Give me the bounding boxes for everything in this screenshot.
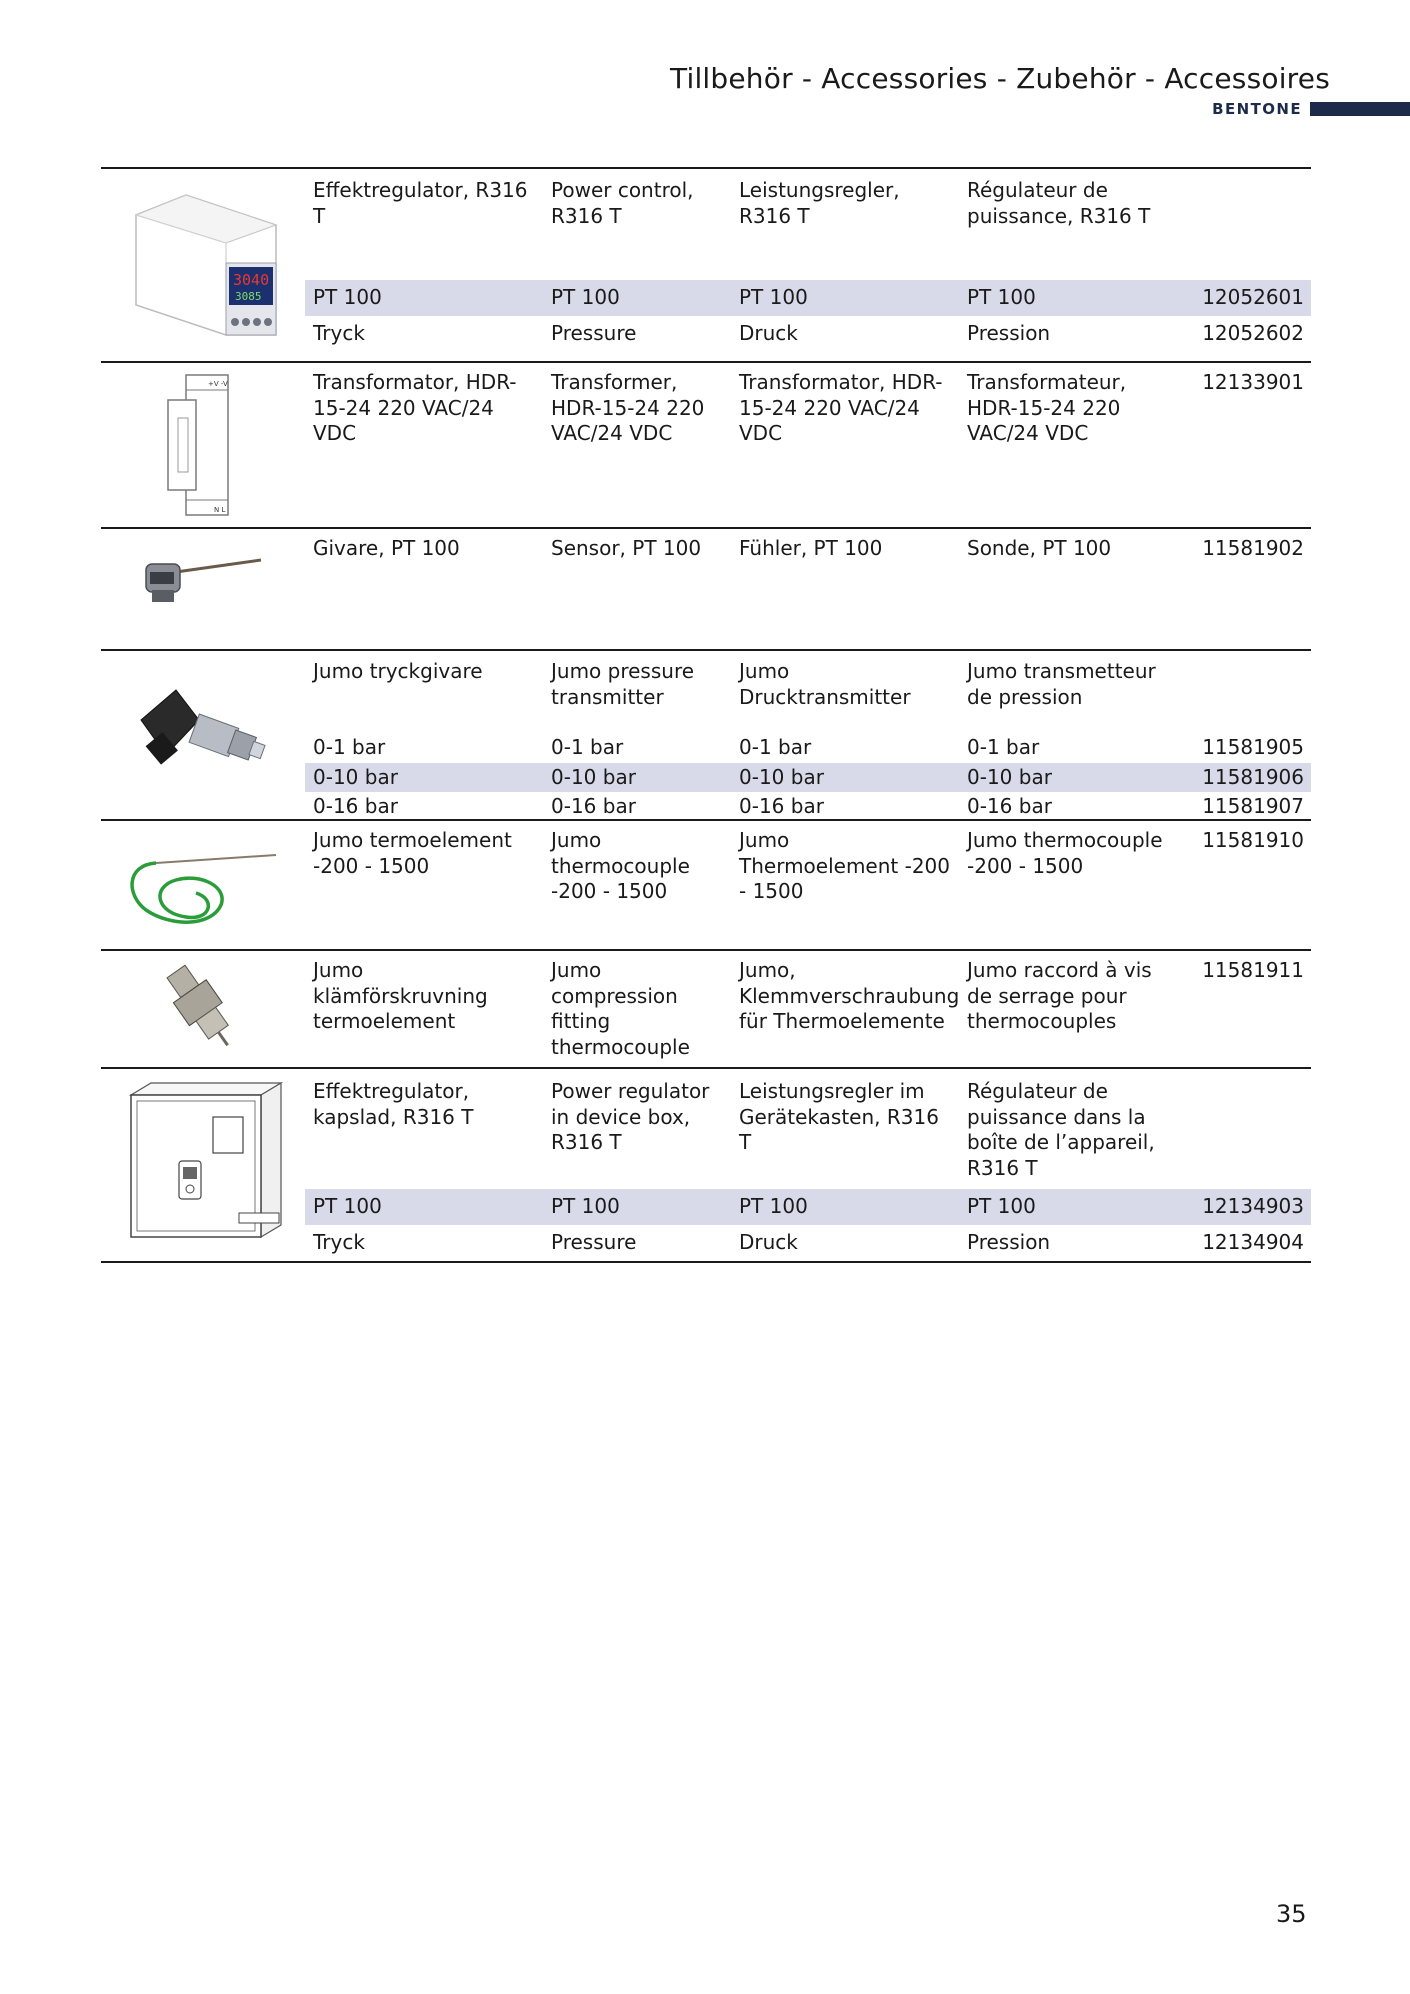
cell-de: Jumo, Klemmverschraubung für Thermoelemente (739, 958, 960, 1033)
cell-de: Transformator, HDR-15-24 220 VAC/24 VDC (739, 370, 943, 445)
cell-de: PT 100 (739, 1194, 808, 1218)
cell-de: Druck (739, 321, 798, 345)
cell-de: 0-10 bar (739, 765, 824, 789)
cell-code: 11581906 (1202, 765, 1304, 789)
product-table (101, 167, 1311, 1263)
cell-de: Leistungsregler, R316 T (739, 178, 900, 228)
table-row (305, 1069, 1311, 1189)
cell-sv: 0-1 bar (313, 735, 386, 759)
cell-code: 12134904 (1202, 1230, 1304, 1254)
cell-sv: Effektregulator, R316 T (313, 178, 528, 228)
product-block-pressure-transmitter (101, 649, 1311, 819)
cell-code (1189, 659, 1311, 734)
cell-en: 0-16 bar (551, 794, 636, 818)
cell-en: Pressure (551, 321, 637, 345)
cell-de: Fühler, PT 100 (739, 536, 883, 560)
cell-sv: Tryck (313, 1230, 365, 1254)
cell-en: Transformer, HDR-15-24 220 VAC/24 VDC (551, 370, 705, 445)
cell-code: 11581907 (1202, 794, 1304, 818)
cell-sv: PT 100 (313, 1194, 382, 1218)
cell-sv: Jumo termoelement -200 - 1500 (313, 828, 512, 878)
product-block-compression-fitting (101, 949, 1311, 1067)
cell-de: Jumo Thermoelement -200 - 1500 (739, 828, 951, 903)
cell-fr: Transformateur, HDR-15-24 220 VAC/24 VDC (967, 370, 1127, 445)
cell-de: 0-1 bar (739, 735, 812, 759)
cell-code: 11581905 (1202, 735, 1304, 759)
cell-sv: 0-10 bar (313, 765, 398, 789)
table-row (305, 821, 1311, 905)
controller-display-line2: 3085 (235, 290, 262, 303)
cell-de: Druck (739, 1230, 798, 1254)
cell-sv: Effektregulator, kapslad, R316 T (313, 1079, 474, 1129)
thermocouple-image (101, 821, 301, 949)
product-block-device-box (101, 1067, 1311, 1263)
cell-sv: Jumo tryckgivare (313, 659, 483, 683)
cell-en: Jumo thermocouple -200 - 1500 (551, 828, 690, 903)
table-row (305, 1225, 1311, 1261)
cell-code (1189, 178, 1311, 280)
controller-unit-image (101, 169, 301, 361)
cell-sv: PT 100 (313, 285, 382, 309)
cell-en: Jumo compression fitting thermocouple (551, 958, 690, 1059)
cell-en: PT 100 (551, 285, 620, 309)
table-row (305, 280, 1311, 316)
cell-code: 11581902 (1202, 536, 1304, 560)
cell-sv: Jumo klämförskruvning termoelement (313, 958, 488, 1033)
compression-fitting-image (101, 951, 301, 1067)
product-block-transformer (101, 361, 1311, 527)
table-row (305, 1189, 1311, 1225)
product-block-controller (101, 167, 1311, 361)
table-row (305, 169, 1311, 280)
cell-code: 11581911 (1202, 958, 1304, 982)
table-row (305, 951, 1311, 1060)
page-number: 35 (1276, 1900, 1307, 1928)
cell-en: Jumo pressure transmitter (551, 659, 695, 709)
cell-en: Sensor, PT 100 (551, 536, 702, 560)
table-row (305, 763, 1311, 792)
pressure-transmitter-image (101, 651, 301, 819)
cell-en: Power control, R316 T (551, 178, 694, 228)
table-row (305, 316, 1311, 352)
sensor-image (101, 529, 301, 625)
table-row (305, 651, 1311, 734)
cell-fr: Jumo raccord à vis de serrage pour thermocouples (967, 958, 1152, 1033)
page-title: Tillbehör - Accessories - Zubehör - Accessoires (670, 62, 1330, 95)
cell-sv: 0-16 bar (313, 794, 398, 818)
product-block-thermocouple (101, 819, 1311, 949)
transformer-bottom-label: N L (214, 506, 226, 514)
controller-display-line1: 3040 (233, 271, 270, 289)
cell-code (1189, 1079, 1311, 1189)
cell-fr: PT 100 (967, 285, 1036, 309)
product-block-sensor (101, 527, 1311, 649)
brand-marker (1212, 100, 1410, 118)
cell-en: Power regulator in device box, R316 T (551, 1079, 710, 1154)
cell-sv: Transformator, HDR-15-24 220 VAC/24 VDC (313, 370, 517, 445)
cell-fr: Jumo transmetteur de pression (967, 659, 1156, 709)
cell-code: 11581910 (1202, 828, 1304, 852)
cell-fr: Pression (967, 321, 1051, 345)
table-row (305, 529, 1311, 562)
cell-code: 12134903 (1202, 1194, 1304, 1218)
cell-sv: Givare, PT 100 (313, 536, 460, 560)
cell-fr: PT 100 (967, 1194, 1036, 1218)
table-row (305, 792, 1311, 821)
cell-sv: Tryck (313, 321, 365, 345)
cell-fr: Pression (967, 1230, 1051, 1254)
cell-de: Jumo Drucktransmitter (739, 659, 911, 709)
cell-en: Pressure (551, 1230, 637, 1254)
cell-de: Leistungsregler im Gerätekasten, R316 T (739, 1079, 939, 1154)
brand-logo: BENTONE (1212, 100, 1302, 118)
table-row (305, 734, 1311, 763)
cell-fr: 0-1 bar (967, 735, 1040, 759)
cell-fr: Régulateur de puissance dans la boîte de l’appareil, R316 T (967, 1079, 1155, 1180)
table-row (305, 363, 1311, 447)
cell-code: 12052601 (1202, 285, 1304, 309)
device-box-image (101, 1069, 301, 1261)
cell-de: PT 100 (739, 285, 808, 309)
cell-code: 12052602 (1202, 321, 1304, 345)
cell-fr: 0-10 bar (967, 765, 1052, 789)
transformer-image (101, 363, 301, 527)
transformer-top-label: +V -V (208, 380, 228, 388)
cell-en: PT 100 (551, 1194, 620, 1218)
cell-fr: 0-16 bar (967, 794, 1052, 818)
brand-bar (1310, 102, 1410, 116)
cell-en: 0-1 bar (551, 735, 624, 759)
cell-en: 0-10 bar (551, 765, 636, 789)
cell-fr: Régulateur de puissance, R316 T (967, 178, 1151, 228)
cell-code: 12133901 (1202, 370, 1304, 394)
cell-fr: Sonde, PT 100 (967, 536, 1112, 560)
cell-de: 0-16 bar (739, 794, 824, 818)
cell-fr: Jumo thermocouple -200 - 1500 (967, 828, 1163, 878)
